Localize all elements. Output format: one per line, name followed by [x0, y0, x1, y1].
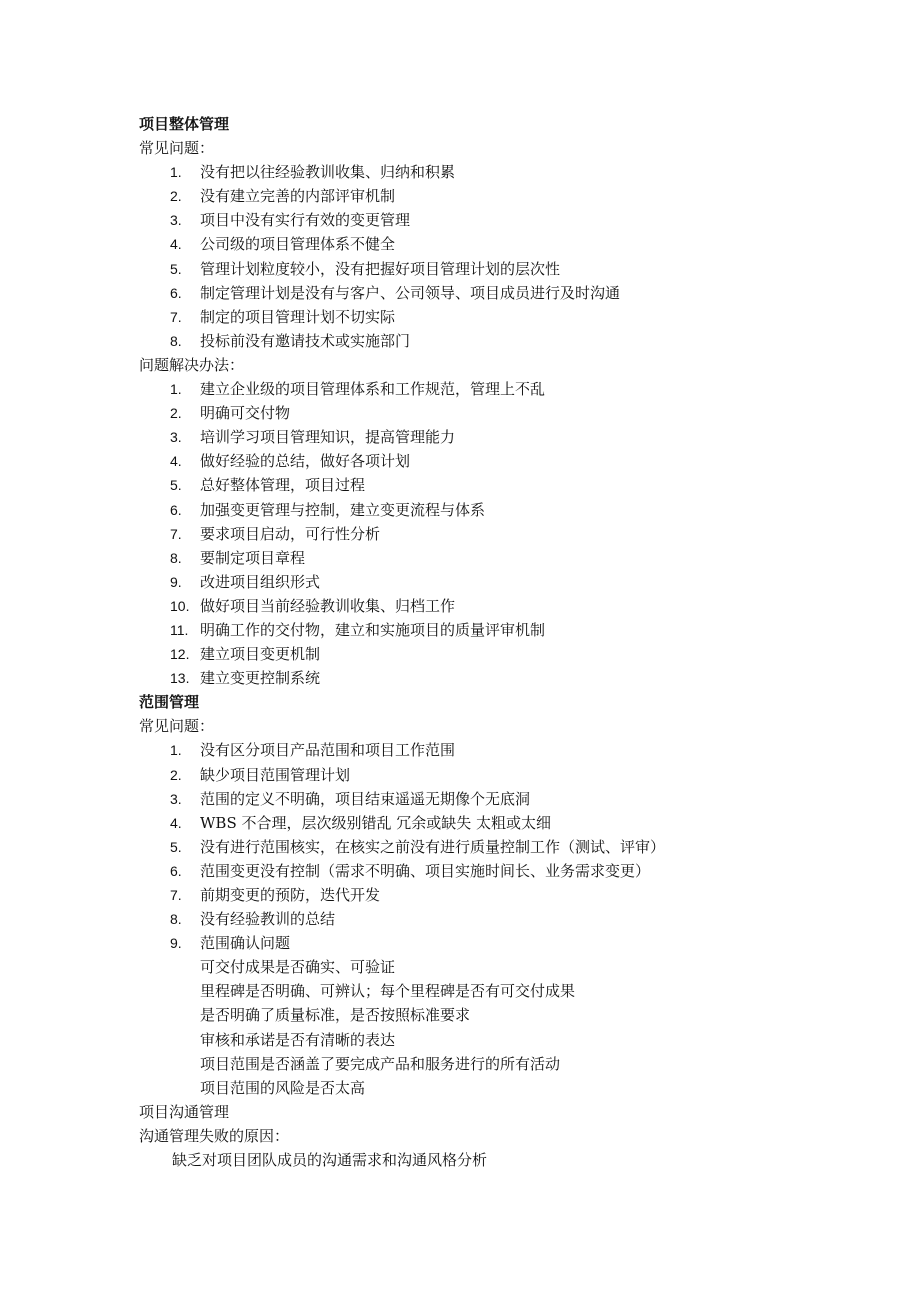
- list-item: 4. WBS 不合理，层次级别错乱 冗余或缺失 太粗或太细: [170, 813, 552, 832]
- list-item: 6. 制定管理计划是没有与客户、公司领导、项目成员进行及时沟通: [170, 283, 621, 302]
- list-item: 11. 明确工作的交付物，建立和实施项目的质量评审机制: [170, 620, 546, 639]
- list-item: 10. 做好项目当前经验教训收集、归档工作: [170, 596, 456, 615]
- list-item: 2. 没有建立完善的内部评审机制: [170, 187, 396, 206]
- list-item: 9. 改进项目组织形式: [170, 572, 321, 591]
- list-item: 13. 建立变更控制系统: [170, 669, 321, 688]
- list-item: 5. 总好整体管理，项目过程: [170, 476, 366, 495]
- list-item: 4. 公司级的项目管理体系不健全: [170, 235, 396, 254]
- list-item: 7. 要求项目启动，可行性分析: [170, 524, 381, 543]
- list-item: 7. 前期变更的预防，迭代开发: [170, 886, 381, 904]
- confirm-point: 可交付成果是否确实、可验证: [200, 958, 396, 977]
- list-item: 2. 缺少项目范围管理计划: [170, 765, 351, 784]
- list-item: 3. 范围的定义不明确，项目结束遥遥无期像个无底洞: [170, 789, 531, 808]
- confirm-point: 里程碑是否明确、可辨认；每个里程碑是否有可交付成果: [200, 982, 576, 1001]
- list-item: 8. 投标前没有邀请技术或实施部门: [170, 331, 411, 350]
- confirm-point: 审核和承诺是否有清晰的表达: [200, 1030, 396, 1049]
- list-item: 8. 要制定项目章程: [170, 548, 306, 567]
- list-item: 2. 明确可交付物: [170, 404, 291, 423]
- list-item: 1. 没有区分项目产品范围和项目工作范围: [170, 741, 456, 760]
- list-item: 6. 范围变更没有控制（需求不明确、项目实施时间长、业务需求变更）: [170, 861, 651, 880]
- confirm-point: 是否明确了质量标准，是否按照标准要求: [200, 1006, 471, 1025]
- solutions-label: 问题解决办法：: [139, 355, 245, 374]
- list-item: 3. 培训学习项目管理知识，提高管理能力: [170, 428, 456, 447]
- list-item: 3. 项目中没有实行有效的变更管理: [170, 211, 411, 230]
- problems-label: 常见问题：: [139, 717, 215, 736]
- list-item: 1. 没有把以往经验教训收集、归纳和积累: [170, 163, 456, 182]
- list-item: 7. 制定的项目管理计划不切实际: [170, 307, 396, 326]
- list-item: 6. 加强变更管理与控制，建立变更流程与体系: [170, 500, 486, 519]
- list-item: 5. 没有进行范围核实，在核实之前没有进行质量控制工作（测试、评审）: [170, 837, 666, 856]
- list-item: 8. 没有经验教训的总结: [170, 910, 336, 929]
- reasons-label: 沟通管理失败的原因：: [139, 1126, 290, 1145]
- list-item: 4. 做好经验的总结，做好各项计划: [170, 452, 411, 471]
- reason-item: 缺乏对项目团队成员的沟通需求和沟通风格分析: [172, 1151, 488, 1170]
- list-item: 12. 建立项目变更机制: [170, 645, 321, 664]
- section-title-communication: 项目沟通管理: [139, 1102, 230, 1121]
- list-item: 1. 建立企业级的项目管理体系和工作规范，管理上不乱: [170, 380, 546, 399]
- list-item: 5. 管理计划粒度较小，没有把握好项目管理计划的层次性: [170, 259, 561, 278]
- problems-label: 常见问题：: [139, 139, 215, 158]
- list-item: 9. 范围确认问题: [170, 934, 291, 953]
- confirm-point: 项目范围是否涵盖了要完成产品和服务进行的所有活动: [200, 1054, 561, 1073]
- section-title-integration: 项目整体管理: [139, 115, 230, 133]
- confirm-point: 项目范围的风险是否太高: [200, 1078, 366, 1097]
- section-title-scope: 范围管理: [139, 693, 200, 712]
- document-page: [139, 112, 839, 1172]
